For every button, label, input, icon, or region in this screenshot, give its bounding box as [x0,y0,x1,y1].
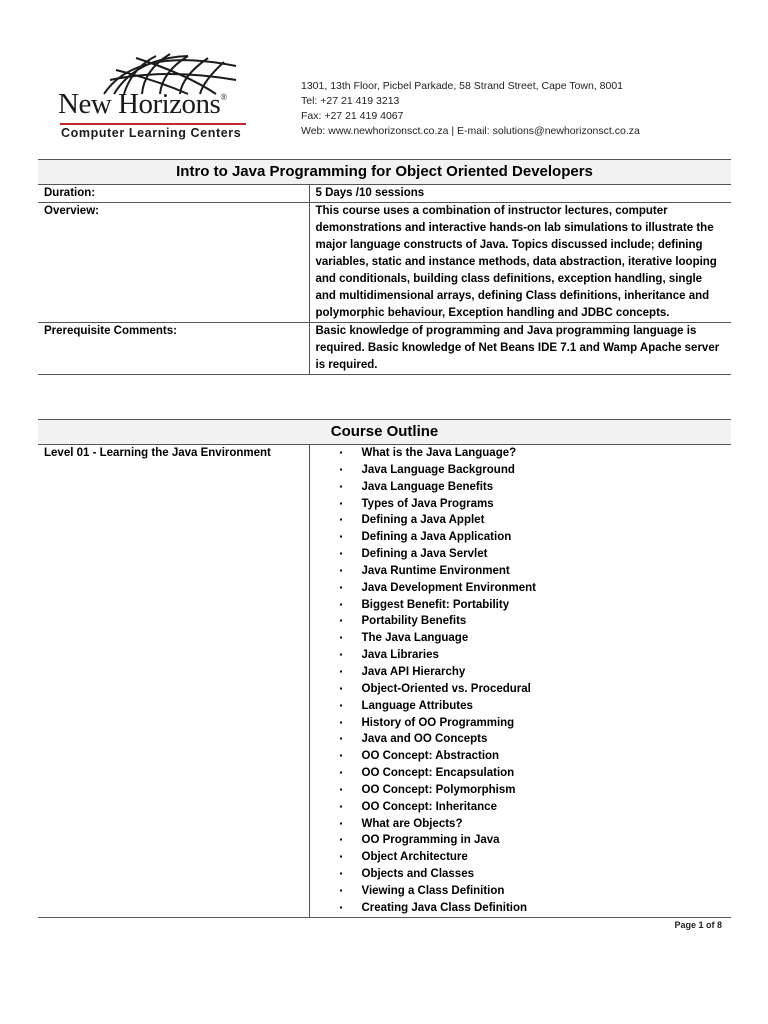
bullet-icon: ▪ [339,532,343,542]
course-title-row [38,160,731,185]
topic-item [340,866,732,883]
topic-item [340,832,732,849]
page-number: Page 1 of 8 [674,920,722,930]
outline-title: Course Outline [330,423,439,440]
topic-text: OO Concept: Inheritance [361,800,497,813]
level-label: Level 01 - Learning the Java Environment [38,445,309,918]
topic-item [340,816,732,833]
contact-info [301,79,640,139]
bullet-icon: ▪ [339,599,343,609]
outline-title-row [38,420,731,445]
contact-address: 1301, 13th Floor, Picbel Parkade, 58 Strand Street, Cape Town, 8001 [301,80,624,92]
topic-text: Defining a Java Applet [361,514,485,527]
topic-item [340,512,732,529]
bullet-icon: ▪ [339,700,343,710]
company-logo [58,50,258,142]
topic-item [340,630,732,647]
bullet-icon: ▪ [339,768,343,778]
bullet-icon: ▪ [339,448,343,457]
topic-item [340,445,732,462]
topic-text: Java Runtime Environment [361,564,510,577]
topic-text: The Java Language [361,632,469,645]
topic-item [340,529,732,546]
topic-item [340,647,732,664]
topic-item [340,883,732,900]
contact-web: Web: www.newhorizonsct.co.za | E-mail: solutions@newhorizonsct.co.za [301,125,640,137]
topic-item [340,462,732,479]
course-outline-table [38,419,731,918]
topic-list [310,445,732,917]
topic-item [340,731,732,748]
bullet-icon: ▪ [339,835,343,845]
topic-text: Defining a Java Application [361,531,512,544]
topic-item [340,765,732,782]
bullet-icon: ▪ [339,481,343,491]
topic-text: Java Libraries [361,649,439,662]
prerequisite-label: Prerequisite Comments: [38,323,309,375]
topic-item [340,563,732,580]
bullet-icon: ▪ [339,565,343,575]
duration-label: Duration: [38,185,309,203]
bullet-icon: ▪ [339,818,343,828]
overview-value: This course uses a combination of instructor lectures, computer demonstrations and interactive hands-on lab simulations to illustrate the major language constructs of Java. Topics discussed include; defining variables, static and instance methods, data abstraction, iterative looping and conditionals, building class definitions, exception handling, single and multidimensional arrays, defining Class definitions, inheritance and polymorphic behaviour, Exception handling and JDBC concepts. [309,203,731,323]
contact-tel: Tel: +27 21 419 3213 [301,95,400,107]
topic-text: Viewing a Class Definition [361,884,505,897]
topic-text: Object-Oriented vs. Procedural [361,682,531,695]
overview-row [38,203,731,323]
topic-text: OO Concept: Abstraction [361,750,500,763]
bullet-icon: ▪ [339,650,343,660]
topic-text: Java and OO Concepts [361,733,488,746]
bullet-icon: ▪ [339,549,343,559]
bullet-icon: ▪ [339,666,343,676]
bullet-icon: ▪ [339,683,343,693]
bullet-icon: ▪ [339,869,343,879]
topic-text: Biggest Benefit: Portability [361,598,510,611]
topic-text: Object Architecture [361,851,468,864]
topic-item [340,748,732,765]
topic-item [340,849,732,866]
topic-item [340,799,732,816]
duration-row [38,185,731,203]
topic-text: OO Programming in Java [361,834,500,847]
topic-text: Portability Benefits [361,615,467,628]
topic-text: History of OO Programming [361,716,515,729]
logo-red-rule [60,123,246,125]
bullet-icon: ▪ [339,633,343,643]
topic-item [340,496,732,513]
topic-text: Creating Java Class Definition [361,901,528,914]
bullet-icon: ▪ [339,885,343,895]
course-info-table [38,159,731,375]
topic-item [340,580,732,597]
logo-brand-name: New Horizons® [58,88,227,120]
bullet-icon: ▪ [339,751,343,761]
topic-text: What are Objects? [361,817,463,830]
topic-text: Defining a Java Servlet [361,548,488,561]
topic-text: Java Language Background [361,463,515,476]
topic-item [340,546,732,563]
topic-text: OO Concept: Polymorphism [361,783,516,796]
bullet-icon: ▪ [339,801,343,811]
topic-item [340,597,732,614]
bullet-icon: ▪ [339,616,343,626]
bullet-icon: ▪ [339,582,343,592]
topic-item [340,900,732,917]
level-topics-cell [309,445,731,918]
bullet-icon: ▪ [339,902,343,912]
bullet-icon: ▪ [339,784,343,794]
bullet-icon: ▪ [339,717,343,727]
topic-text: OO Concept: Encapsulation [361,767,515,780]
topic-item [340,664,732,681]
bullet-icon: ▪ [339,734,343,744]
topic-text: Java Language Benefits [361,480,494,493]
bullet-icon: ▪ [339,498,343,508]
topic-text: Language Attributes [361,699,473,712]
prerequisite-value: Basic knowledge of programming and Java programming language is required. Basic knowledge of Net Beans IDE 7.1 and Wamp Apache server is required. [309,323,731,375]
bullet-icon: ▪ [339,515,343,525]
topic-item [340,681,732,698]
level-01-row [38,445,731,918]
topic-text: Java API Hierarchy [361,665,466,678]
logo-tagline: Computer Learning Centers [61,126,242,140]
topic-text: Types of Java Programs [361,497,494,510]
topic-text: What is the Java Language? [361,447,517,459]
bullet-icon: ▪ [339,464,343,474]
course-title: Intro to Java Programming for Object Oriented Developers [176,163,593,180]
contact-fax: Fax: +27 21 419 4067 [301,110,404,122]
prerequisite-row [38,323,731,375]
topic-item [340,613,732,630]
topic-text: Objects and Classes [361,868,474,881]
topic-item [340,698,732,715]
topic-item [340,479,732,496]
bullet-icon: ▪ [339,852,343,862]
topic-item [340,782,732,799]
duration-value: 5 Days /10 sessions [309,185,731,203]
overview-label: Overview: [38,203,309,323]
topic-text: Java Development Environment [361,581,536,594]
topic-item [340,715,732,732]
